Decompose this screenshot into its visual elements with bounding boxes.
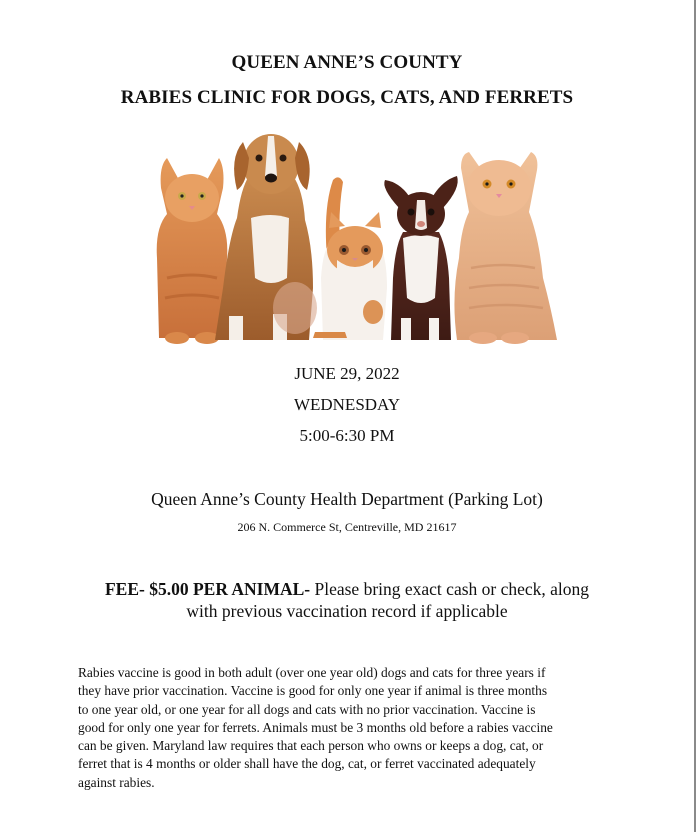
event-date: JUNE 29, 2022 — [294, 364, 400, 383]
info-line: they have prior vaccination. Vaccine is good for only one year if animal is three months — [78, 683, 548, 699]
info-line: Rabies vaccine is good in both adult (over one year old) dogs and cats for three years if — [78, 665, 546, 680]
info-line: against rabies. — [78, 774, 155, 790]
fee-instructions-line2: with previous vaccination record if applicable — [186, 601, 508, 621]
info-line: good for only one year for ferrets. Animals must be 3 months old before a rabies vaccine — [78, 719, 553, 735]
info-line: to one year old, or one year for all dogs and cats with no prior vaccination. Vaccine is — [78, 701, 536, 717]
fee-notice — [60, 578, 634, 622]
info-line: ferret that is 4 months or older shall have the dog, cat, or ferret vaccinated adequately — [78, 756, 536, 772]
page-edge-divider — [694, 0, 696, 832]
orange-tabby-cat-icon — [157, 158, 228, 344]
fee-label: FEE- $5.00 PER ANIMAL- — [104, 579, 311, 599]
title-county: QUEEN ANNE’S COUNTY — [231, 52, 463, 73]
exotic-kitten-icon — [313, 177, 387, 340]
brown-white-dog-icon — [215, 134, 317, 340]
cream-cat-icon — [454, 152, 557, 344]
pets-photo — [137, 128, 563, 346]
vaccine-info-paragraph — [78, 664, 618, 792]
chihuahua-icon — [384, 176, 457, 340]
info-line: can be given. Maryland law requires that each person who owns or keeps a dog, cat, or — [78, 738, 544, 754]
event-day: WEDNESDAY — [293, 395, 401, 414]
venue-address: 206 N. Commerce St, Centreville, MD 21617 — [237, 520, 457, 534]
venue-name: Queen Anne’s County Health Department (Parking Lot) — [151, 489, 543, 509]
event-time: 5:00-6:30 PM — [299, 426, 395, 445]
fee-instructions: Please bring exact cash or check, along — [310, 579, 590, 599]
title-clinic: RABIES CLINIC FOR DOGS, CATS, AND FERRETS — [120, 87, 574, 108]
